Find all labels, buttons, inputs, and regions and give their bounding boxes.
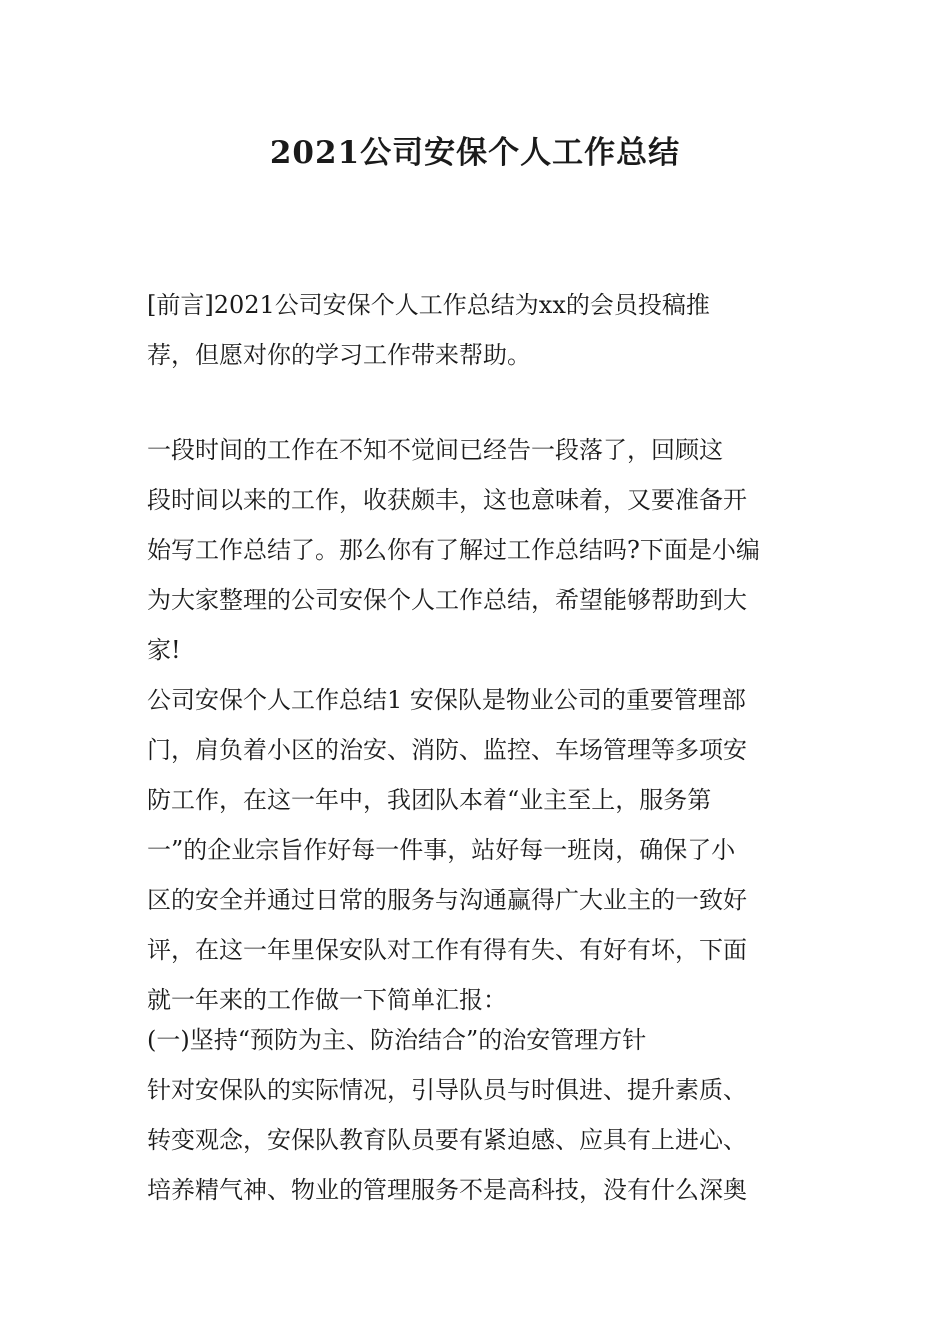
text-line: (一)坚持“预防为主、防治结合”的治安管理方针	[147, 1026, 647, 1054]
text-line: 荐，但愿对你的学习工作带来帮助。	[147, 341, 531, 369]
text-line: 段时间以来的工作，收获颇丰，这也意味着，又要准备开	[147, 486, 747, 514]
text-line: 转变观念，安保队教育队员要有紧迫感、应具有上进心、	[147, 1126, 747, 1154]
text-line: 针对安保队的实际情况，引导队员与时俱进、提升素质、	[147, 1076, 747, 1104]
text-line: 公司安保个人工作总结1 安保队是物业公司的重要管理部	[147, 686, 746, 714]
text-line: 评，在这一年里保安队对工作有得有失、有好有坏，下面	[147, 936, 747, 964]
text-line: 为大家整理的公司安保个人工作总结，希望能够帮助到大	[147, 586, 747, 614]
text-line: 培养精气神、物业的管理服务不是高科技，没有什么深奥	[147, 1176, 747, 1204]
text-line: [前言]2021公司安保个人工作总结为xx的会员投稿推	[147, 291, 710, 319]
intro-paragraph	[147, 280, 827, 380]
section-paragraph	[147, 1015, 827, 1215]
text-line: 区的安全并通过日常的服务与沟通赢得广大业主的一致好	[147, 886, 747, 914]
text-line: 一段时间的工作在不知不觉间已经告一段落了，回顾这	[147, 436, 723, 464]
text-line: 家!	[147, 636, 181, 664]
text-line: 就一年来的工作做一下简单汇报：	[147, 986, 507, 1014]
document-title: 2021公司安保个人工作总结	[269, 135, 681, 171]
text-line: 防工作，在这一年中，我团队本着“业主至上，服务第	[147, 786, 712, 814]
body-paragraph	[147, 425, 827, 1025]
text-line: 始写工作总结了。那么你有了解过工作总结吗?下面是小编	[147, 536, 760, 564]
text-line: 门，肩负着小区的治安、消防、监控、车场管理等多项安	[147, 736, 747, 764]
text-line: 一”的企业宗旨作好每一件事，站好每一班岗，确保了小	[147, 836, 736, 864]
